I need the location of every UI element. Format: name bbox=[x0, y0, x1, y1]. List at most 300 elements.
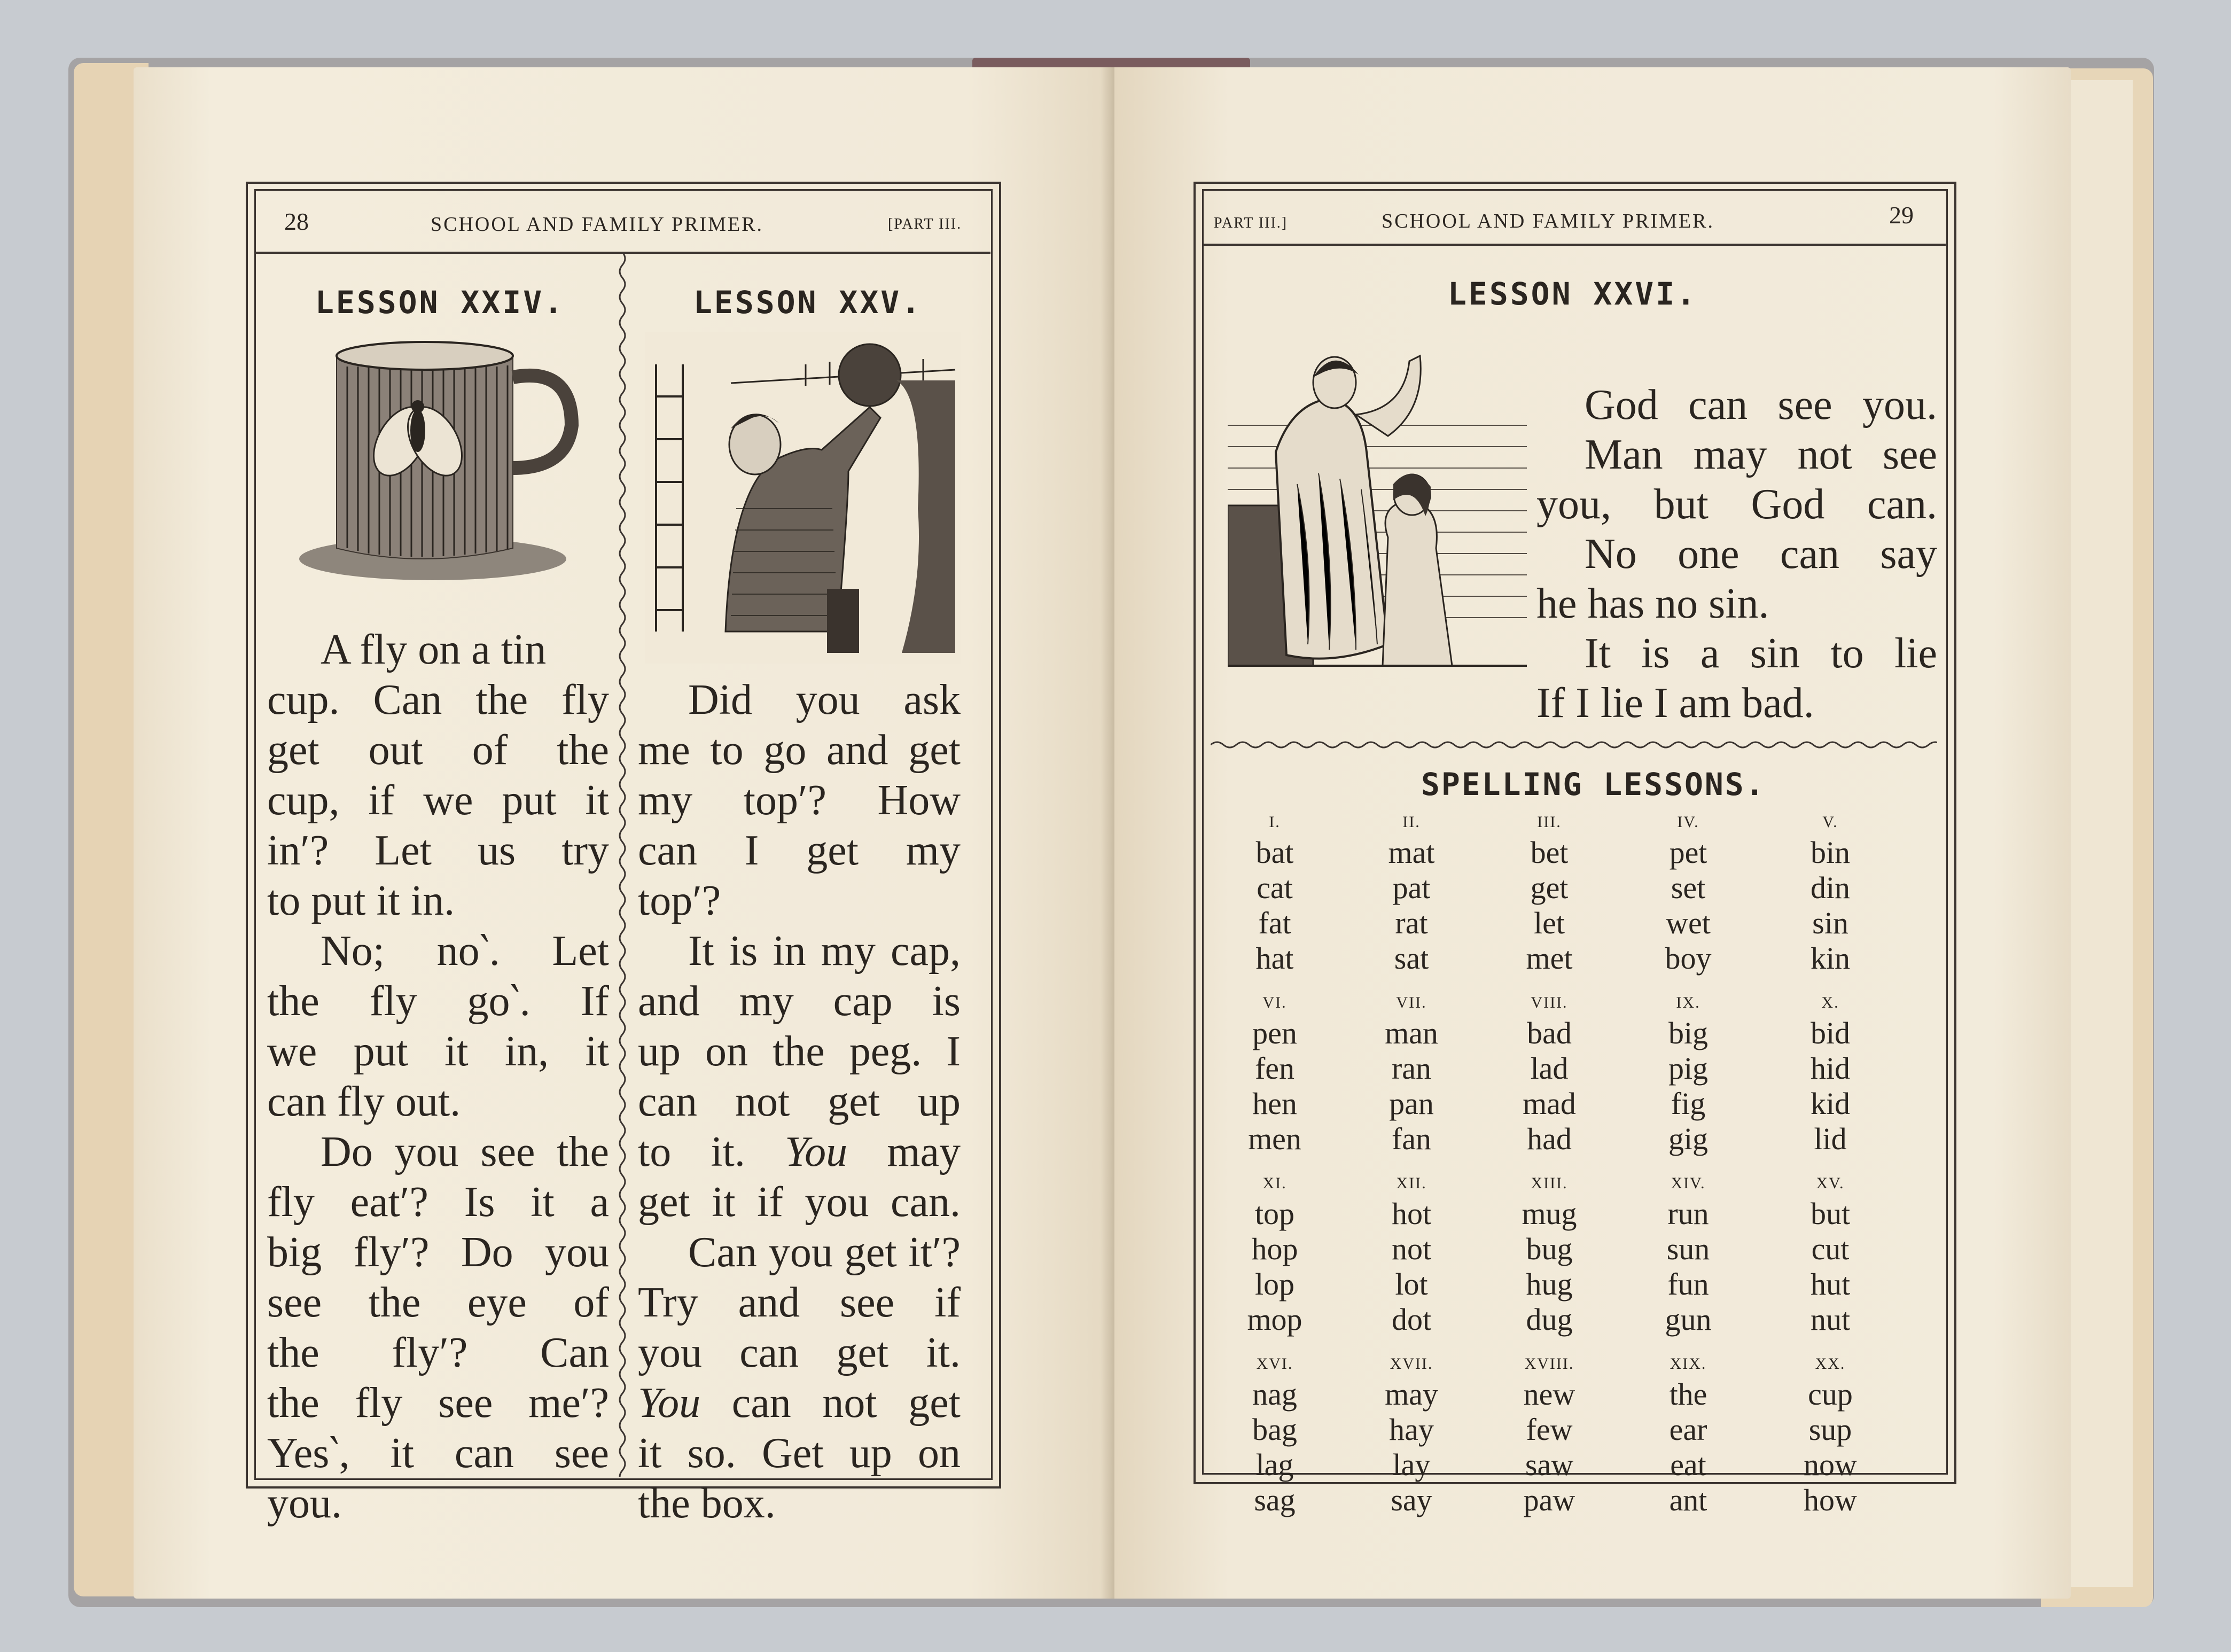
spelling-word: pig bbox=[1668, 1051, 1709, 1086]
spelling-word: fan bbox=[1391, 1121, 1432, 1156]
word: eat′? bbox=[350, 1179, 428, 1226]
word: me′? bbox=[528, 1380, 609, 1427]
text-line bbox=[321, 1128, 609, 1175]
word: you bbox=[544, 1229, 609, 1276]
text-line bbox=[267, 829, 609, 872]
word: not bbox=[1797, 431, 1852, 478]
word: the bbox=[475, 676, 528, 723]
word: to bbox=[1830, 630, 1864, 677]
part-label: [PART III. bbox=[888, 216, 962, 232]
word: Can bbox=[540, 1329, 609, 1376]
word: it bbox=[390, 1430, 414, 1477]
word: Try bbox=[638, 1279, 698, 1326]
spelling-word: mat bbox=[1388, 835, 1435, 870]
text-line bbox=[267, 1380, 609, 1427]
word: me bbox=[638, 727, 690, 774]
spelling-word: ran bbox=[1391, 1051, 1432, 1086]
spelling-word: not bbox=[1391, 1232, 1432, 1266]
text-line bbox=[638, 779, 961, 822]
mother-child-illustration bbox=[1228, 345, 1527, 687]
word: you bbox=[795, 676, 860, 723]
lesson-numeral: IV. bbox=[1677, 813, 1699, 831]
word: get bbox=[844, 1229, 897, 1276]
word: Let bbox=[375, 827, 432, 874]
spelling-word: may bbox=[1385, 1377, 1438, 1412]
word: the bbox=[267, 1329, 319, 1376]
word: Do bbox=[461, 1229, 513, 1276]
spelling-word: lay bbox=[1392, 1447, 1431, 1482]
word: no‵. bbox=[436, 928, 500, 975]
spelling-word: mug bbox=[1522, 1196, 1577, 1231]
lesson-numeral: IX. bbox=[1676, 994, 1700, 1011]
word: is bbox=[729, 928, 758, 975]
word: can. bbox=[890, 1179, 961, 1226]
text-line bbox=[638, 1128, 961, 1175]
word: you, bbox=[1536, 481, 1611, 528]
lesson-numeral: XVI. bbox=[1256, 1355, 1293, 1373]
right-page-stack bbox=[2068, 80, 2133, 1587]
text-line bbox=[638, 1432, 961, 1475]
word: you bbox=[768, 1229, 833, 1276]
cup-illustration bbox=[294, 334, 593, 591]
spelling-word: ant bbox=[1669, 1483, 1707, 1517]
spelling-word: mop bbox=[1247, 1302, 1302, 1337]
text-line bbox=[267, 1482, 342, 1525]
word: get bbox=[638, 1179, 690, 1226]
word: can bbox=[638, 1078, 698, 1125]
right-page bbox=[1114, 67, 2071, 1599]
spelling-word: fen bbox=[1254, 1051, 1295, 1086]
spelling-word: sag bbox=[1254, 1483, 1296, 1517]
spelling-word: big bbox=[1668, 1016, 1709, 1050]
spelling-word: eat bbox=[1670, 1447, 1706, 1482]
word: in bbox=[773, 928, 806, 975]
lesson-numeral: VIII. bbox=[1531, 994, 1568, 1011]
word: you bbox=[805, 1179, 869, 1226]
spelling-word: sat bbox=[1394, 941, 1429, 976]
text-line bbox=[638, 829, 961, 872]
spelling-word: bid bbox=[1810, 1016, 1851, 1050]
spelling-word: cat bbox=[1257, 870, 1293, 905]
spelling-heading: SPELLING LESSONS. bbox=[1421, 766, 1766, 802]
word: one bbox=[1678, 531, 1739, 578]
spelling-word: saw bbox=[1525, 1447, 1574, 1482]
spelling-word: few bbox=[1526, 1412, 1573, 1447]
word: the bbox=[368, 1279, 421, 1326]
spelling-word: pen bbox=[1252, 1016, 1297, 1050]
word: see bbox=[267, 1279, 322, 1326]
word: see bbox=[438, 1380, 493, 1427]
text-line bbox=[638, 1080, 961, 1123]
text-line bbox=[321, 628, 546, 671]
word: fly′? bbox=[392, 1329, 468, 1376]
spelling-word: hut bbox=[1810, 1267, 1851, 1302]
word: to put it in. bbox=[267, 877, 455, 924]
spelling-word: pat bbox=[1392, 870, 1431, 905]
spelling-word: dug bbox=[1526, 1302, 1573, 1337]
spelling-word: let bbox=[1534, 906, 1565, 940]
word: Yes‵, bbox=[267, 1430, 350, 1477]
word: get bbox=[836, 1329, 889, 1376]
lesson-numeral: XV. bbox=[1816, 1174, 1845, 1192]
lesson-numeral: XX. bbox=[1815, 1355, 1846, 1373]
spelling-word: hat bbox=[1255, 941, 1294, 976]
running-head: SCHOOL AND FAMILY PRIMER. bbox=[431, 213, 763, 236]
word: if bbox=[368, 777, 395, 824]
spelling-word: boy bbox=[1665, 941, 1712, 976]
spelling-word: nag bbox=[1252, 1377, 1297, 1412]
lesson-numeral: XI. bbox=[1262, 1174, 1287, 1192]
spelling-word: din bbox=[1810, 870, 1851, 905]
word: may bbox=[1693, 431, 1767, 478]
word: a bbox=[1700, 630, 1720, 677]
word: if bbox=[934, 1279, 961, 1326]
section-divider bbox=[1211, 739, 1937, 750]
text-line bbox=[1585, 531, 1937, 578]
word: It bbox=[688, 928, 714, 975]
word: the bbox=[267, 1380, 319, 1427]
lesson-numeral: VII. bbox=[1396, 994, 1427, 1011]
spelling-word: bug bbox=[1526, 1232, 1573, 1266]
spelling-word: now bbox=[1804, 1447, 1857, 1482]
text-line bbox=[638, 879, 721, 922]
text-line bbox=[638, 1181, 961, 1224]
text-line bbox=[321, 928, 609, 975]
text-line bbox=[267, 1181, 609, 1224]
word: Is bbox=[464, 1179, 495, 1226]
word: and bbox=[738, 1279, 800, 1326]
word: fly bbox=[267, 1179, 315, 1226]
word: it bbox=[444, 1028, 469, 1075]
spelling-word: bad bbox=[1527, 1016, 1572, 1050]
spelling-word: lad bbox=[1530, 1051, 1569, 1086]
word: up bbox=[638, 1028, 681, 1075]
spelling-word: how bbox=[1804, 1483, 1857, 1517]
text-line bbox=[638, 1331, 961, 1374]
column-divider bbox=[615, 252, 629, 1477]
word: it bbox=[712, 1179, 736, 1226]
word: cap bbox=[833, 978, 893, 1025]
spelling-word: sun bbox=[1666, 1232, 1710, 1266]
text-line bbox=[1536, 680, 1814, 727]
word: the bbox=[773, 1028, 825, 1075]
text-line bbox=[638, 1030, 961, 1073]
word: God bbox=[1585, 381, 1658, 428]
right-header-rule bbox=[1202, 244, 1946, 246]
word: a bbox=[590, 1179, 609, 1226]
word: if bbox=[757, 1179, 783, 1226]
word: up bbox=[917, 1078, 961, 1125]
lesson-numeral: XIX. bbox=[1670, 1355, 1707, 1373]
word: get bbox=[267, 727, 319, 774]
word: so. bbox=[687, 1430, 736, 1477]
lesson-title: LESSON XXIV. bbox=[315, 284, 565, 321]
word: How bbox=[877, 777, 961, 824]
word: to bbox=[638, 1128, 672, 1175]
word: but bbox=[1653, 481, 1709, 528]
word: God bbox=[1751, 481, 1825, 528]
word: not bbox=[735, 1078, 790, 1125]
spelling-word: fig bbox=[1671, 1086, 1706, 1121]
lesson-numeral: I. bbox=[1269, 813, 1281, 831]
text-line bbox=[267, 1432, 609, 1475]
spelling-word: top bbox=[1254, 1196, 1295, 1231]
word: cup, bbox=[267, 777, 340, 824]
text-line bbox=[267, 1281, 609, 1324]
word: big bbox=[267, 1229, 322, 1276]
spelling-word: had bbox=[1527, 1121, 1572, 1156]
word: top′? bbox=[638, 877, 721, 924]
word: on bbox=[917, 1430, 961, 1477]
spelling-word: fun bbox=[1667, 1267, 1709, 1302]
word: see bbox=[480, 1128, 535, 1175]
word: You bbox=[784, 1128, 848, 1175]
word: my bbox=[638, 777, 693, 824]
word: see bbox=[554, 1430, 609, 1477]
word: in′? bbox=[267, 827, 329, 874]
word: out bbox=[368, 727, 423, 774]
spelling-word: paw bbox=[1523, 1483, 1575, 1517]
spelling-word: lag bbox=[1255, 1447, 1294, 1482]
text-line bbox=[638, 1482, 776, 1525]
word: in, bbox=[504, 1028, 549, 1075]
word: can bbox=[454, 1430, 514, 1477]
word: can bbox=[1688, 381, 1748, 428]
spelling-word: run bbox=[1667, 1196, 1709, 1231]
spelling-word: lop bbox=[1254, 1267, 1295, 1302]
boy-illustration bbox=[645, 332, 961, 664]
lesson-title: LESSON XXV. bbox=[693, 284, 923, 321]
word: Get bbox=[762, 1430, 824, 1477]
spelling-word: mad bbox=[1523, 1086, 1576, 1121]
text-line bbox=[267, 1331, 609, 1374]
spelling-word: fat bbox=[1258, 906, 1291, 940]
text-line bbox=[688, 676, 961, 723]
spelling-word: cup bbox=[1808, 1377, 1853, 1412]
word: get bbox=[806, 827, 859, 874]
word: Man bbox=[1585, 431, 1663, 478]
word: to bbox=[710, 727, 744, 774]
word: say bbox=[1880, 531, 1937, 578]
lesson-numeral: XVII. bbox=[1390, 1355, 1433, 1373]
text-line bbox=[688, 1231, 961, 1274]
word: fly bbox=[561, 676, 609, 723]
word: go bbox=[763, 727, 807, 774]
spelling-word: hug bbox=[1526, 1267, 1573, 1302]
word: fly′? bbox=[353, 1229, 430, 1276]
word: it′? bbox=[908, 1229, 961, 1276]
word: fly bbox=[369, 978, 417, 1025]
spelling-word: wet bbox=[1666, 906, 1711, 940]
word: get bbox=[828, 1078, 880, 1125]
left-page bbox=[134, 67, 1114, 1599]
word: fly bbox=[355, 1380, 403, 1427]
text-line bbox=[267, 879, 455, 922]
lesson-numeral: XVIII. bbox=[1524, 1355, 1574, 1373]
word: get bbox=[908, 727, 961, 774]
word: it. bbox=[926, 1329, 961, 1376]
word: of bbox=[472, 727, 508, 774]
text-line bbox=[1536, 483, 1937, 526]
word: on bbox=[705, 1028, 748, 1075]
text-line bbox=[267, 980, 609, 1023]
word: up bbox=[849, 1430, 892, 1477]
spelling-word: bin bbox=[1810, 835, 1851, 870]
spelling-word: gig bbox=[1668, 1121, 1709, 1156]
spelling-word: kin bbox=[1810, 941, 1851, 976]
word: lie bbox=[1894, 630, 1937, 677]
word: my bbox=[739, 978, 794, 1025]
word: it bbox=[585, 1028, 609, 1075]
word: A fly on a tin bbox=[321, 626, 547, 673]
word: sin bbox=[1750, 630, 1800, 677]
word: can. bbox=[1867, 481, 1937, 528]
word: You bbox=[638, 1380, 701, 1427]
spelling-word: ear bbox=[1669, 1412, 1707, 1447]
word: Do bbox=[321, 1128, 373, 1175]
word: the bbox=[557, 1128, 609, 1175]
word: can bbox=[1780, 531, 1839, 578]
word: can bbox=[638, 827, 698, 874]
word: not bbox=[822, 1380, 877, 1427]
spelling-word: lid bbox=[1814, 1121, 1847, 1156]
spelling-word: hay bbox=[1389, 1412, 1434, 1447]
word: I bbox=[744, 827, 759, 874]
spelling-word: met bbox=[1526, 941, 1573, 976]
word: cap, bbox=[890, 928, 961, 975]
text-line bbox=[1536, 582, 1769, 625]
word: my bbox=[821, 928, 876, 975]
word: If I lie I am bad. bbox=[1536, 680, 1814, 727]
word: ask bbox=[903, 676, 961, 723]
spelling-word: bat bbox=[1255, 835, 1294, 870]
spelling-word: dot bbox=[1391, 1302, 1432, 1337]
text-line bbox=[267, 1030, 609, 1073]
spelling-word: pan bbox=[1389, 1086, 1434, 1121]
part-label: PART III.] bbox=[1214, 215, 1288, 231]
text-line bbox=[267, 676, 609, 723]
spelling-word: man bbox=[1385, 1016, 1438, 1050]
spelling-word: bag bbox=[1252, 1412, 1297, 1447]
spelling-word: sup bbox=[1808, 1412, 1852, 1447]
spelling-word: lot bbox=[1395, 1267, 1428, 1302]
spelling-word: set bbox=[1671, 870, 1706, 905]
word: it. bbox=[711, 1128, 745, 1175]
spelling-word: hen bbox=[1252, 1086, 1297, 1121]
word: It bbox=[1585, 630, 1611, 677]
lesson-numeral: XII. bbox=[1396, 1174, 1427, 1192]
spelling-word: hop bbox=[1251, 1232, 1298, 1266]
spelling-word: bet bbox=[1530, 835, 1569, 870]
word: it bbox=[638, 1430, 662, 1477]
spelling-word: kid bbox=[1810, 1086, 1851, 1121]
page-number: 29 bbox=[1889, 201, 1914, 229]
word: you. bbox=[1862, 381, 1937, 428]
spelling-word: but bbox=[1810, 1196, 1851, 1231]
word: of bbox=[573, 1279, 609, 1326]
word: is bbox=[932, 978, 961, 1025]
lesson-numeral: XIII. bbox=[1531, 1174, 1568, 1192]
word: No; bbox=[321, 928, 385, 975]
text-line bbox=[688, 928, 961, 975]
spelling-word: hot bbox=[1391, 1196, 1432, 1231]
word: the box. bbox=[638, 1480, 776, 1527]
text-line bbox=[1585, 433, 1937, 476]
text-line bbox=[638, 729, 961, 772]
spelling-word: pet bbox=[1669, 835, 1707, 870]
word: we bbox=[423, 777, 473, 824]
word: it bbox=[585, 777, 609, 824]
word: put bbox=[502, 777, 557, 824]
text-line bbox=[267, 779, 609, 822]
word: eye bbox=[467, 1279, 527, 1326]
word: and bbox=[638, 978, 700, 1025]
word: cup. bbox=[267, 676, 340, 723]
word: get bbox=[908, 1380, 961, 1427]
word: the bbox=[557, 727, 609, 774]
text-line bbox=[1585, 381, 1937, 428]
spelling-word: nut bbox=[1810, 1302, 1851, 1337]
word: go‵. bbox=[467, 978, 531, 1025]
lesson-numeral: VI. bbox=[1262, 994, 1287, 1011]
word: he has no sin. bbox=[1536, 580, 1769, 627]
word: you. bbox=[267, 1480, 342, 1527]
page-number: 28 bbox=[284, 208, 309, 235]
lesson-numeral: III. bbox=[1537, 813, 1562, 831]
word: Can bbox=[688, 1229, 757, 1276]
text-line bbox=[1585, 632, 1937, 675]
text-line bbox=[267, 1231, 609, 1274]
running-head: SCHOOL AND FAMILY PRIMER. bbox=[1382, 210, 1714, 232]
word: is bbox=[1641, 630, 1670, 677]
spelling-word: rat bbox=[1395, 906, 1428, 940]
lesson-numeral: V. bbox=[1822, 813, 1838, 831]
word: Did bbox=[688, 676, 752, 723]
word: If bbox=[580, 978, 609, 1025]
spelling-word: new bbox=[1523, 1377, 1575, 1412]
word: and bbox=[826, 727, 888, 774]
word: top′? bbox=[743, 777, 826, 824]
spelling-word: hid bbox=[1810, 1051, 1851, 1086]
word: see bbox=[1777, 381, 1832, 428]
word: No bbox=[1585, 531, 1637, 578]
word: the bbox=[267, 978, 319, 1025]
word: it bbox=[531, 1179, 555, 1226]
spelling-word: men bbox=[1248, 1121, 1301, 1156]
word: may bbox=[887, 1128, 961, 1175]
word: try bbox=[561, 827, 609, 874]
word: see bbox=[1882, 431, 1937, 478]
lesson-numeral: II. bbox=[1402, 813, 1421, 831]
word: Let bbox=[552, 928, 609, 975]
lesson-numeral: X. bbox=[1821, 994, 1839, 1011]
word: my bbox=[906, 827, 961, 874]
spelling-word: cut bbox=[1811, 1232, 1850, 1266]
word: can bbox=[739, 1329, 799, 1376]
word: I bbox=[946, 1028, 961, 1075]
word: Can bbox=[373, 676, 442, 723]
spelling-word: gun bbox=[1665, 1302, 1712, 1337]
spelling-word: the bbox=[1669, 1377, 1707, 1412]
word: peg. bbox=[849, 1028, 922, 1075]
lesson-numeral: XIV. bbox=[1671, 1174, 1706, 1192]
spelling-word: get bbox=[1530, 870, 1569, 905]
word: can fly out. bbox=[267, 1078, 461, 1125]
text-line bbox=[638, 1281, 961, 1324]
spelling-word: sin bbox=[1812, 906, 1848, 940]
text-line bbox=[267, 729, 609, 772]
word: can bbox=[731, 1380, 791, 1427]
